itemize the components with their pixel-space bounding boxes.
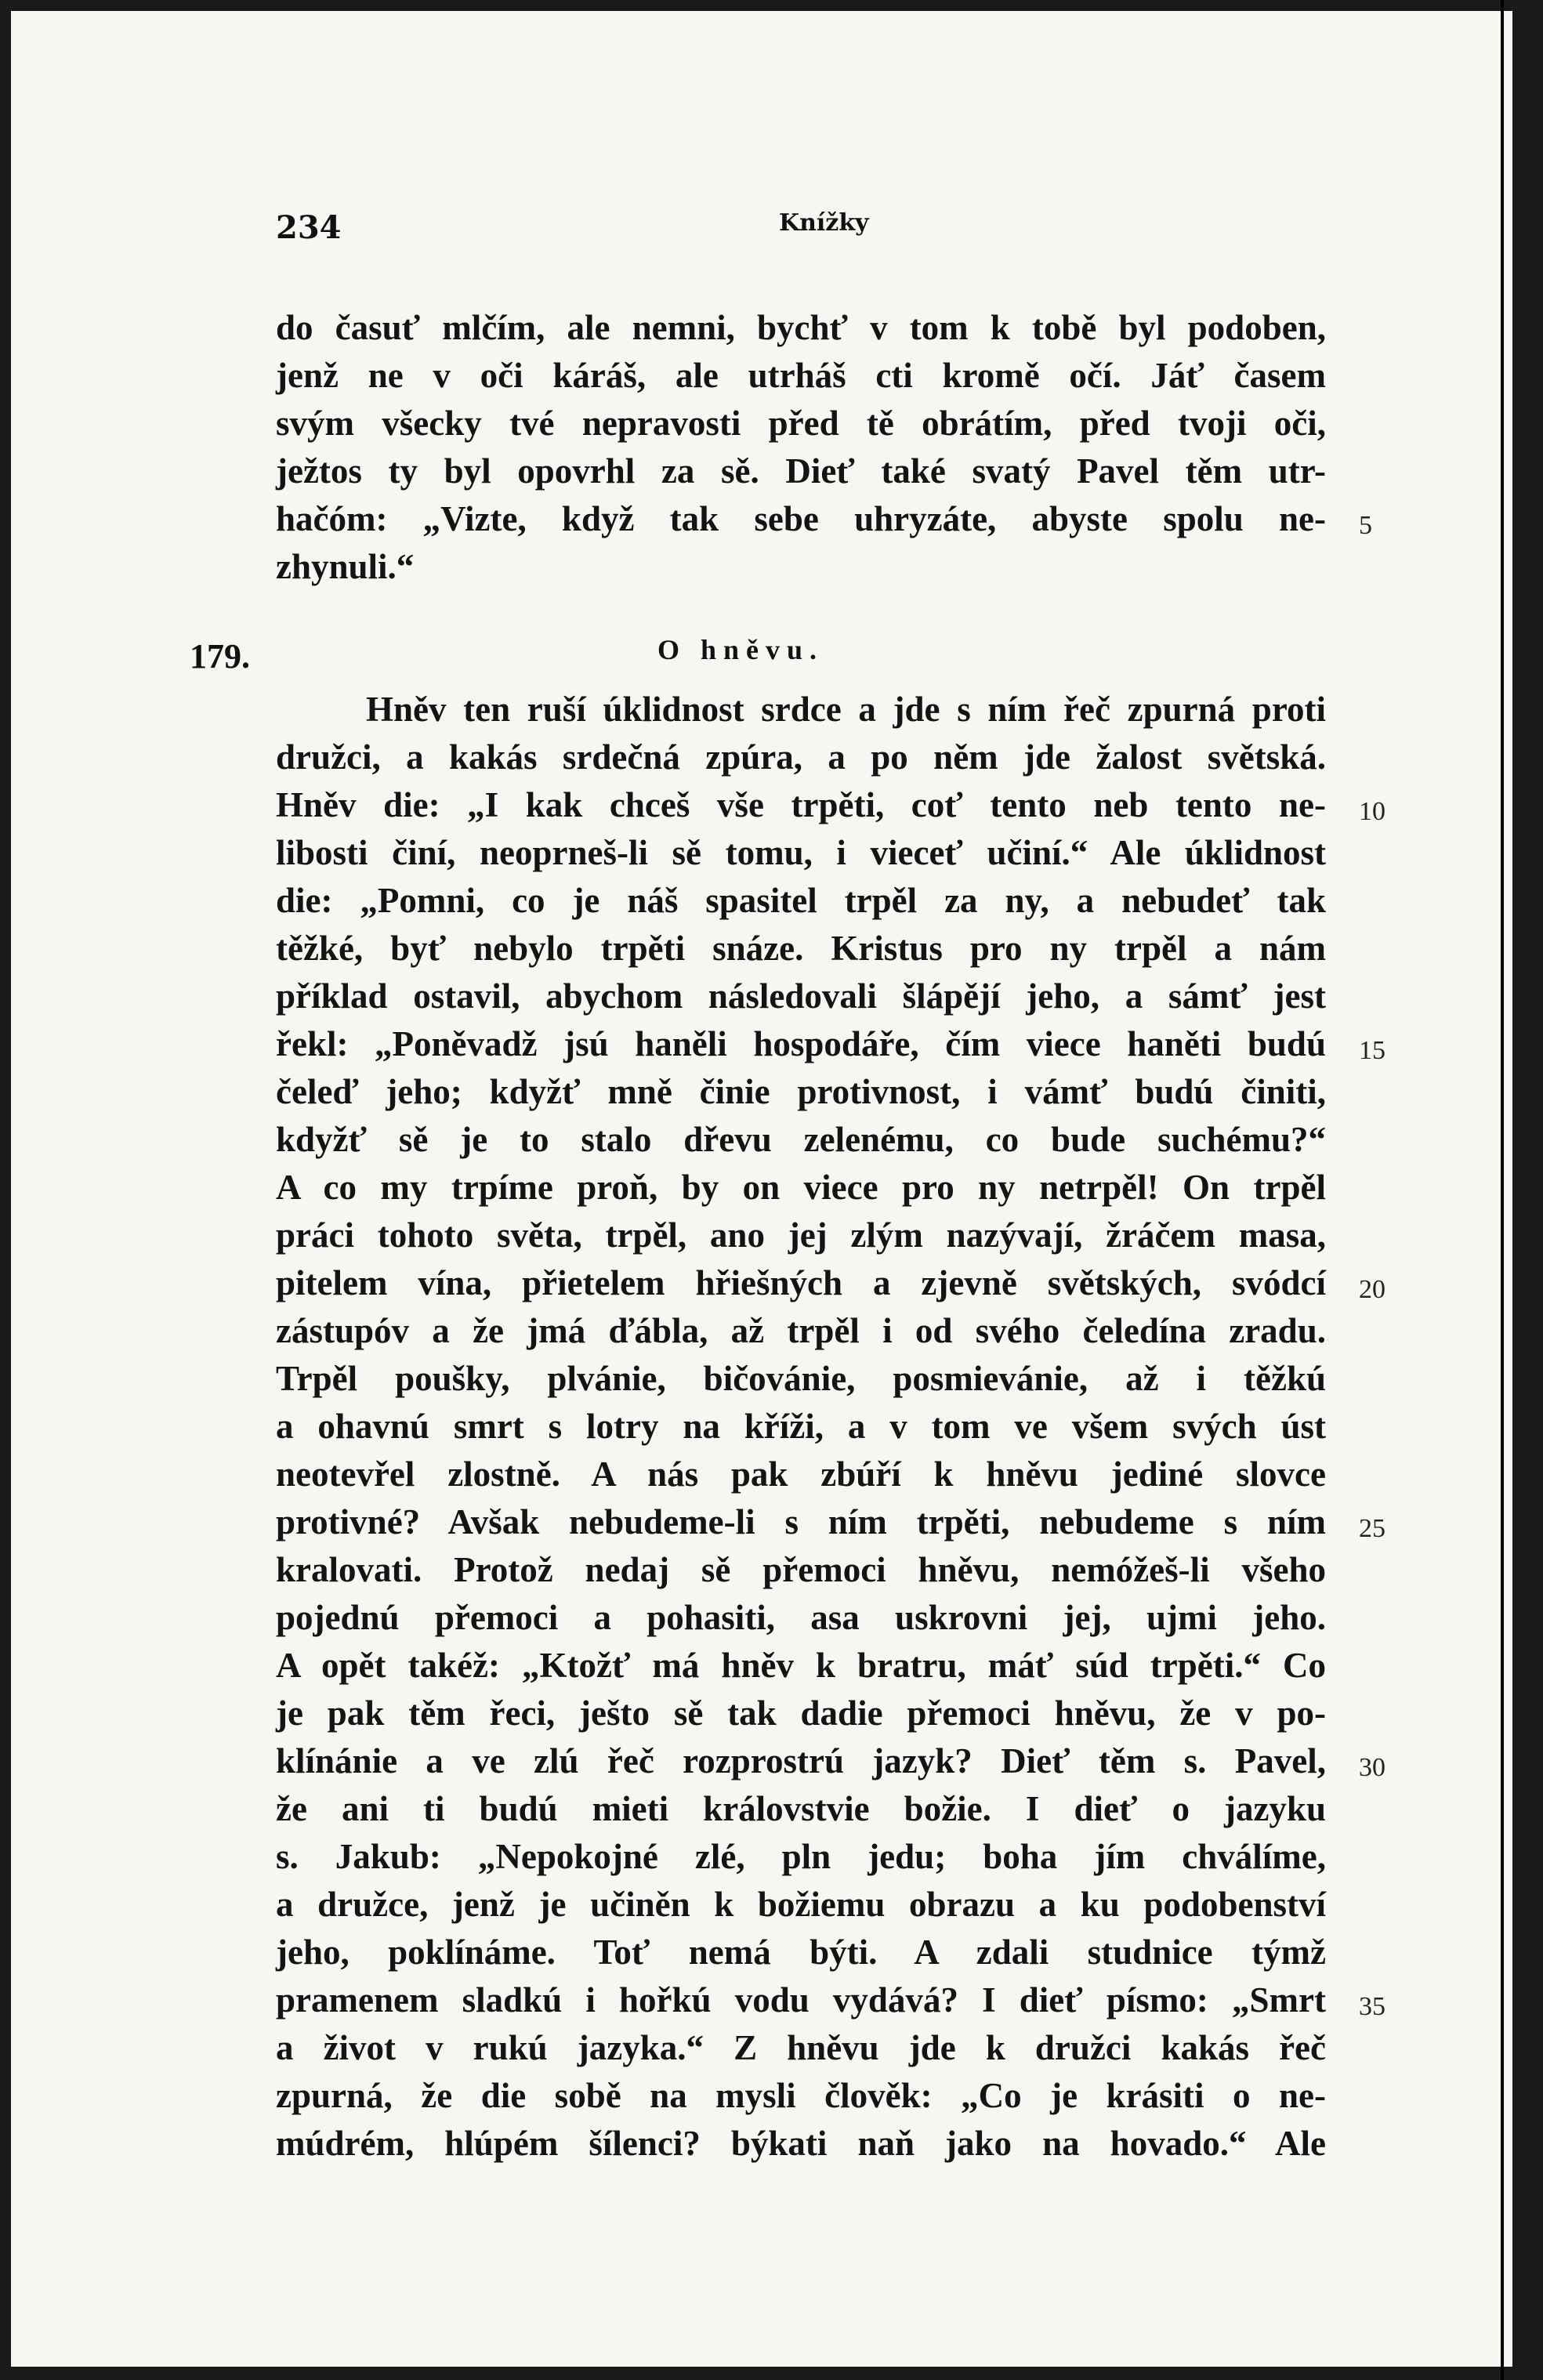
page-number: 234 — [276, 209, 342, 246]
text-line: a život v rukú jazyka.“ Z hněvu jde k družci kakás řeč — [276, 2028, 1326, 2067]
text-line: že ani ti budú mieti královstvie božie. I dieť o jazyku — [276, 1789, 1326, 1828]
text-line: čeleď jeho; kdyžť mně činie protivnost, i vámť budú činiti, — [276, 1072, 1326, 1111]
text-line: Hněv ten ruší úklidnost srdce a jde s ním řeč zpurná proti — [366, 690, 1326, 729]
text-line: klínánie a ve zlú řeč rozprostrú jazyk? Dieť těm s. Pavel, — [276, 1741, 1326, 1780]
text-line: neotevřel zlostně. A nás pak zbúří k hněvu jediné slovce — [276, 1454, 1326, 1494]
text-line: a ohavnú smrt s lotry na kříži, a v tom ve všem svých úst — [276, 1407, 1326, 1446]
line-number: 20 — [1359, 1275, 1385, 1304]
text-line: pojednú přemoci a pohasiti, asa uskrovni jej, ujmi jeho. — [276, 1598, 1326, 1637]
text-line: zpurná, že die sobě na mysli člověk: „Co je krásiti o ne- — [276, 2076, 1326, 2115]
text-line: kralovati. Protož nedaj sě přemoci hněvu, nemóžeš-li všeho — [276, 1550, 1326, 1589]
text-line: hačóm: „Vizte, když tak sebe uhryzáte, abyste spolu ne- — [276, 499, 1326, 538]
text-line: múdrém, hlúpém šílenci? býkati naň jako na hovado.“ Ale — [276, 2124, 1326, 2163]
section-title: O hněvu. — [657, 634, 824, 665]
text-line: Hněv die: „I kak chceš vše trpěti, coť tento neb tento ne- — [276, 785, 1326, 824]
running-title: Knížky — [779, 209, 869, 237]
text-line: práci tohoto světa, trpěl, ano jej zlým nazývají, žráčem masa, — [276, 1215, 1326, 1255]
text-line: příklad ostavil, abychom následovali šlápějí jeho, a sámť jest — [276, 976, 1326, 1016]
text-line: zástupóv a že jmá ďábla, až trpěl i od svého čeledína zradu. — [276, 1311, 1326, 1350]
line-number: 15 — [1359, 1036, 1385, 1065]
text-line: jeho, poklínáme. Toť nemá býti. A zdali studnice týmž — [276, 1933, 1326, 1972]
line-number: 25 — [1359, 1514, 1385, 1543]
text-line: die: „Pomni, co je náš spasitel trpěl za ny, a nebudeť tak — [276, 881, 1326, 920]
text-line: a družce, jenž je učiněn k božiemu obrazu a ku podobenství — [276, 1885, 1326, 1924]
line-number: 5 — [1359, 511, 1372, 540]
text-line: družci, a kakás srdečná zpúra, a po něm jde žalost světská. — [276, 737, 1326, 777]
text-line: pramenem sladkú i hořkú vodu vydává? I dieť písmo: „Smrt — [276, 1980, 1326, 2020]
book-page — [11, 11, 1512, 2367]
text-line: Trpěl poušky, plvánie, bičovánie, posmievánie, až i těžkú — [276, 1359, 1326, 1398]
text-line: kdyžť sě je to stalo dřevu zelenému, co bude suchému?“ — [276, 1120, 1326, 1159]
line-number: 30 — [1359, 1753, 1385, 1782]
text-line: A opět takéž: „Ktožť má hněv k bratru, máť súd trpěti.“ Co — [276, 1646, 1326, 1685]
line-number: 35 — [1359, 1992, 1385, 2021]
text-line: protivné? Avšak nebudeme-li s ním trpěti, nebudeme s ním — [276, 1502, 1326, 1541]
text-line: těžké, byť nebylo trpěti snáze. Kristus pro ny trpěl a nám — [276, 929, 1326, 968]
section-number: 179. — [190, 637, 250, 676]
scan-edge-rule — [1501, 0, 1504, 2380]
text-line: je pak těm řeci, ješto sě tak dadie přemoci hněvu, že v po- — [276, 1694, 1326, 1733]
text-line: svým všecky tvé nepravosti před tě obrátím, před tvoji oči, — [276, 404, 1326, 443]
text-line: pitelem vína, přietelem hřiešných a zjevně světských, svódcí — [276, 1263, 1326, 1302]
text-line: jenž ne v oči káráš, ale utrháš cti kromě očí. Jáť časem — [276, 356, 1326, 395]
text-line: zhynuli.“ — [276, 547, 415, 586]
text-line: ježtos ty byl opovrhl za sě. Dieť také svatý Pavel těm utr- — [276, 451, 1326, 491]
text-line: A co my trpíme proň, by on viece pro ny netrpěl! On trpěl — [276, 1168, 1326, 1207]
text-line: do časuť mlčím, ale nemni, bychť v tom k tobě byl podoben, — [276, 308, 1326, 347]
line-number: 10 — [1359, 797, 1385, 826]
text-line: libosti činí, neoprneš-li sě tomu, i vieceť učiní.“ Ale úklidnost — [276, 833, 1326, 872]
text-line: řekl: „Poněvadž jsú haněli hospodáře, čím viece haněti budú — [276, 1024, 1326, 1063]
text-line: s. Jakub: „Nepokojné zlé, pln jedu; boha jím chválíme, — [276, 1837, 1326, 1876]
